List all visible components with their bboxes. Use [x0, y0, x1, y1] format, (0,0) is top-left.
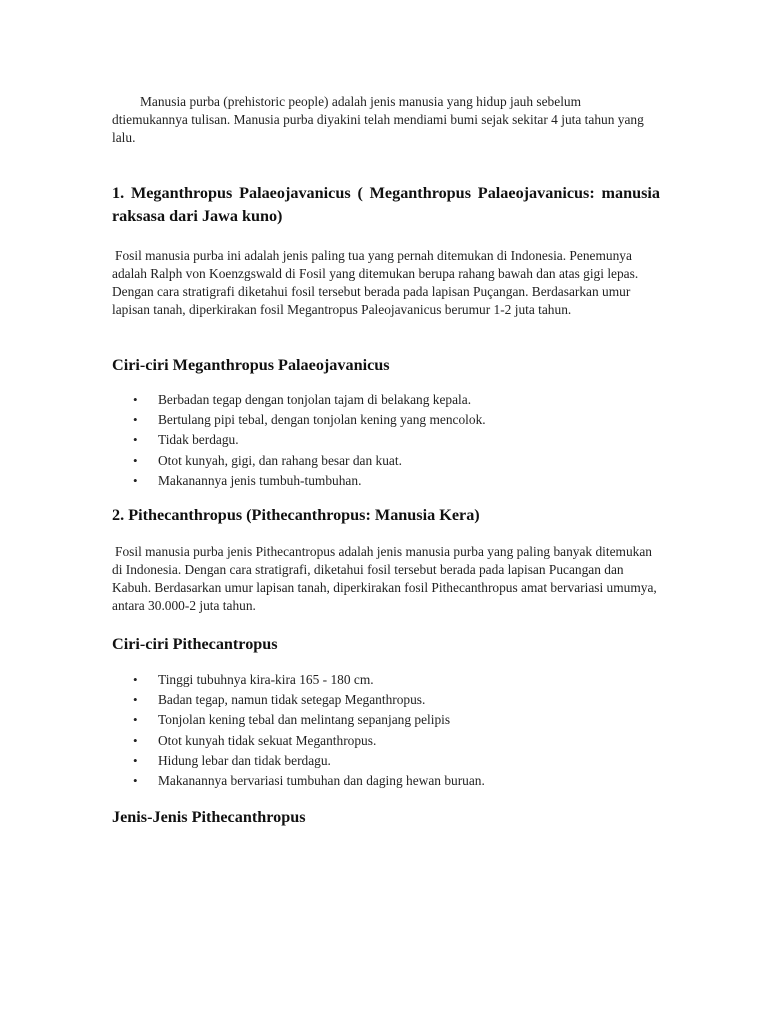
list-item: [112, 410, 660, 430]
bullet-icon: •: [133, 752, 138, 768]
bullet-icon: •: [133, 452, 138, 468]
list-item-text: Berbadan tegap dengan tonjolan tajam di belakang kepala.: [158, 392, 472, 407]
list-item: [112, 690, 660, 710]
list-item-text: Bertulang pipi tebal, dengan tonjolan kening yang mencolok.: [158, 412, 486, 428]
list-item-text: Hidung lebar dan tidak berdagu.: [158, 752, 331, 768]
section-2-heading: 2. Pithecanthropus (Pithecanthropus: Manusia Kera): [112, 506, 480, 525]
section-1-paragraph: Fosil manusia purba ini adalah jenis paling tua yang pernah ditemukan di Indonesia. Penemunya adalah Ralph von Koenzgswald di Fosil yang ditemukan berupa rahang bawah dan atas gigi lepas. Dengan cara stratigrafi diketahui fosil tersebut berada pada lapisan Puçangan. Berdasarkan umur lapisan tanah, diperkirakan fosil Megantropus Paleojavanicus berumur 1-2 juta tahun.: [112, 248, 639, 317]
bullet-icon: •: [133, 712, 138, 728]
list-item-text: Tonjolan kening tebal dan melintang sepanjang pelipis: [158, 712, 451, 728]
section-2-traits-list: [112, 670, 660, 791]
section-2-traits-heading: Ciri-ciri Pithecantropus: [112, 635, 278, 654]
list-item-text: Badan tegap, namun tidak setegap Meganthropus.: [158, 692, 426, 708]
list-item: [112, 670, 660, 690]
list-item: [112, 710, 660, 730]
bullet-icon: •: [133, 412, 138, 428]
bullet-icon: •: [133, 732, 138, 748]
document-body: [112, 93, 660, 829]
list-item-text: Otot kunyah, gigi, dan rahang besar dan kuat.: [158, 452, 402, 468]
list-item: [112, 430, 660, 450]
bullet-icon: •: [133, 392, 138, 407]
bullet-icon: •: [133, 472, 138, 488]
list-item: [112, 751, 660, 771]
list-item-text: Makanannya bervariasi tumbuhan dan daging hewan buruan.: [158, 773, 485, 789]
section-1-traits-list: [112, 390, 660, 491]
bullet-icon: •: [133, 773, 138, 789]
section-1-heading: 1. Meganthropus Palaeojavanicus ( Meganthropus Palaeojavanicus: manusia raksasa dari Jawa kuno): [112, 184, 660, 225]
intro-paragraph: Manusia purba (prehistoric people) adalah jenis manusia yang hidup jauh sebelum dtiemukannya tulisan. Manusia purba diyakini telah mendiami bumi sejak sekitar 4 juta tahun yang lalu.: [112, 94, 644, 145]
section-2-paragraph: Fosil manusia purba jenis Pithecantropus adalah jenis manusia purba yang paling banyak ditemukan di Indonesia. Dengan cara stratigrafi, diketahui fosil tersebut berada pada lapisan Pucangan dan Kabuh. Berdasarkan umur lapisan tanah, diperkirakan fosil Pithecanthropus amat bervariasi umumya, antara 30.000-2 juta tahun.: [112, 544, 657, 614]
list-item-text: Tidak berdagu.: [158, 432, 239, 448]
list-item-text: Tinggi tubuhnya kira-kira 165 - 180 cm.: [158, 672, 374, 688]
section-2-types-heading: Jenis-Jenis Pithecanthropus: [112, 808, 306, 827]
list-item: [112, 731, 660, 751]
list-item: [112, 451, 660, 471]
list-item-text: Otot kunyah tidak sekuat Meganthropus.: [158, 732, 377, 748]
list-item: [112, 771, 660, 791]
list-item: [112, 471, 660, 491]
list-item: [112, 390, 660, 410]
bullet-icon: •: [133, 692, 138, 708]
section-1-traits-heading: Ciri-ciri Meganthropus Palaeojavanicus: [112, 356, 390, 374]
bullet-icon: •: [133, 432, 138, 448]
bullet-icon: •: [133, 672, 138, 688]
list-item-text: Makanannya jenis tumbuh-tumbuhan.: [158, 472, 362, 488]
